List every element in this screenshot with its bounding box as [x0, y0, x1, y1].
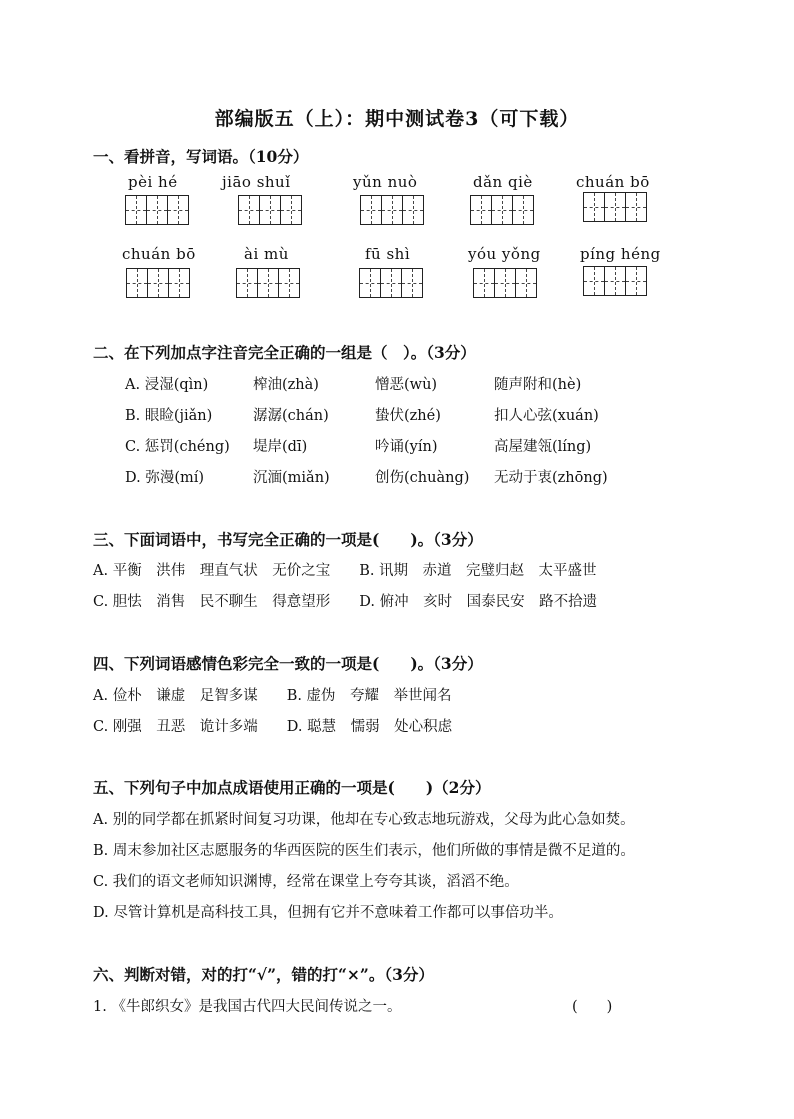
- option-item: 创伤(chuàng): [375, 470, 470, 486]
- answer-grid[interactable]: [236, 268, 300, 298]
- pinyin-label: yǔn nuò: [353, 173, 418, 191]
- answer-grid[interactable]: [583, 266, 647, 296]
- answer-grid[interactable]: [583, 192, 647, 222]
- option-item: C. 惩罚(chéng): [125, 439, 230, 455]
- answer-grid[interactable]: [238, 195, 302, 225]
- section-3-heading: 三、下面词语中，书写完全正确的一项是( )。（3分）: [93, 530, 483, 549]
- option-line: D. 尽管计算机是高科技工具，但拥有它并不意味着工作都可以事倍功半。: [93, 905, 563, 921]
- answer-grid[interactable]: [470, 195, 534, 225]
- pinyin-label: chuán bō: [576, 173, 650, 191]
- option-line: C. 我们的语文老师知识渊博，经常在课堂上夸夸其谈，滔滔不绝。: [93, 874, 519, 890]
- page-title: 部编版五（上）：期中测试卷3（可下载）: [214, 108, 580, 130]
- section-2-heading: 二、在下列加点字注音完全正确的一组是（ ）。（3分）: [93, 343, 476, 362]
- option-line: A. 平衡 洪伟 理直气状 无价之宝 B. 讯期 赤道 完璧归赵 太平盛世: [93, 563, 597, 579]
- pinyin-label: dǎn qiè: [473, 173, 533, 191]
- answer-grid[interactable]: [360, 195, 424, 225]
- option-item: 扣人心弦(xuán): [494, 408, 599, 424]
- option-line: C. 刚强 丑恶 诡计多端 D. 聪慧 懦弱 处心积虑: [93, 719, 453, 735]
- pinyin-label: píng héng: [580, 245, 661, 263]
- question-item: 1. 《牛郎织女》是我国古代四大民间传说之一。: [93, 999, 402, 1015]
- option-item: 高屋建瓴(líng): [494, 439, 592, 455]
- option-item: D. 弥漫(mí): [125, 470, 205, 486]
- answer-grid[interactable]: [359, 268, 423, 298]
- pinyin-label: fū shì: [365, 245, 411, 263]
- pinyin-label: chuán bō: [122, 245, 196, 263]
- section-4-heading: 四、下列词语感情色彩完全一致的一项是( )。（3分）: [93, 654, 483, 673]
- option-item: 蛰伏(zhé): [375, 408, 441, 424]
- pinyin-label: pèi hé: [128, 173, 178, 191]
- option-line: B. 周末参加社区志愿服务的华西医院的医生们表示，他们所做的事情是微不足道的。: [93, 843, 635, 859]
- option-line: A. 别的同学都在抓紧时间复习功课，他却在专心致志地玩游戏，父母为此心急如焚。: [93, 812, 635, 828]
- option-item: 随声附和(hè): [494, 377, 582, 393]
- option-item: B. 眼睑(jiǎn): [125, 408, 213, 424]
- pinyin-label: yóu yǒng: [468, 245, 541, 263]
- section-1-heading: 一、看拼音，写词语。（10分）: [93, 147, 309, 166]
- answer-grid[interactable]: [125, 195, 189, 225]
- option-item: 吟诵(yín): [375, 439, 438, 455]
- option-item: 潺潺(chán): [253, 408, 329, 424]
- answer-grid[interactable]: [126, 268, 190, 298]
- option-item: 憎恶(wù): [375, 377, 438, 393]
- answer-grid[interactable]: [473, 268, 537, 298]
- option-item: A. 浸湿(qìn): [125, 377, 209, 393]
- option-item: 无动于衷(zhōng): [494, 470, 608, 486]
- answer-paren[interactable]: ( ): [572, 999, 613, 1015]
- pinyin-label: ài mù: [244, 245, 289, 263]
- option-item: 沉湎(miǎn): [253, 470, 330, 486]
- option-line: C. 胆怯 消售 民不聊生 得意望形 D. 俯冲 亥时 国泰民安 路不拾遗: [93, 594, 598, 610]
- pinyin-label: jiāo shuǐ: [222, 173, 291, 191]
- option-line: A. 俭朴 谦虚 足智多谋 B. 虚伪 夸耀 举世闻名: [93, 688, 452, 704]
- option-item: 榨油(zhà): [253, 377, 319, 393]
- section-5-heading: 五、下列句子中加点成语使用正确的一项是( )（2分）: [93, 778, 491, 797]
- option-item: 堤岸(dī): [253, 439, 308, 455]
- section-6-heading: 六、判断对错，对的打“√”，错的打“×”。（3分）: [93, 965, 434, 984]
